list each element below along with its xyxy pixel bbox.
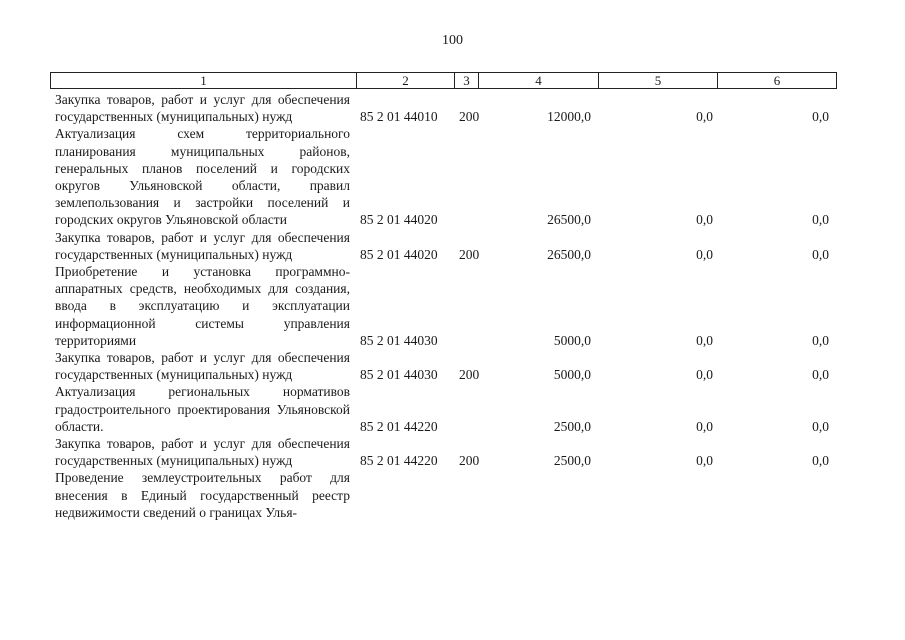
column-header-table — [50, 72, 837, 89]
row-description: Проведение землеустроительных работ для внесения в Единый государственный реестр недвижимости сведений о границах Улья- — [55, 470, 350, 520]
table-row — [0, 229, 905, 263]
row-type: 200 — [459, 109, 480, 125]
row-code: 85 2 01 44220 — [360, 453, 438, 469]
row-code: 85 2 01 44020 — [360, 246, 438, 262]
row-amount: 26500,0 — [547, 212, 591, 228]
row-code: 85 2 01 44030 — [360, 367, 438, 383]
row-col5: 0,0 — [696, 212, 713, 228]
row-col6: 0,0 — [812, 332, 829, 348]
row-col5: 0,0 — [696, 418, 713, 434]
row-col5: 0,0 — [696, 453, 713, 469]
row-type: 200 — [459, 453, 480, 469]
table-row — [0, 125, 905, 228]
row-col6: 0,0 — [812, 212, 829, 228]
row-description: Закупка товаров, работ и услуг для обеспечения государственных (муниципальных) нужд — [55, 229, 350, 262]
row-col6: 0,0 — [812, 418, 829, 434]
table-row — [0, 349, 905, 383]
row-code: 85 2 01 44010 — [360, 109, 438, 125]
row-description: Актуализация региональных нормативов градостроительного проектирования Ульяновской области. — [55, 384, 350, 434]
table-row — [0, 435, 905, 469]
column-header-1: 1 — [51, 73, 357, 89]
row-amount: 12000,0 — [547, 109, 591, 125]
page-number: 100 — [442, 33, 463, 48]
row-code: 85 2 01 44220 — [360, 418, 438, 434]
row-amount: 2500,0 — [553, 418, 591, 434]
row-code: 85 2 01 44030 — [360, 332, 438, 348]
table-row — [0, 91, 905, 125]
row-code: 85 2 01 44020 — [360, 212, 438, 228]
row-description: Приобретение и установка программно-аппаратных средств, необходимых для создания, ввода в эксплуатацию и эксплуатации информационной системы управления территориями — [55, 264, 350, 348]
table-row — [0, 263, 905, 349]
row-amount: 5000,0 — [553, 367, 591, 383]
row-type: 200 — [459, 367, 480, 383]
row-amount: 5000,0 — [553, 332, 591, 348]
column-header-2: 2 — [357, 73, 455, 89]
table-row — [0, 469, 905, 521]
row-description: Закупка товаров, работ и услуг для обеспечения государственных (муниципальных) нужд — [55, 92, 350, 125]
budget-rows — [0, 91, 905, 521]
row-col5: 0,0 — [696, 332, 713, 348]
row-amount: 2500,0 — [553, 453, 591, 469]
row-amount: 26500,0 — [547, 246, 591, 262]
column-header-6: 6 — [718, 73, 837, 89]
column-header-5: 5 — [599, 73, 718, 89]
column-header-row — [51, 73, 837, 89]
row-description: Актуализация схем территориального планирования муниципальных районов, генеральных планов поселений и городских округов Ульяновской области, правил землепользования и застройки поселений и городских округов Ульяновской области — [55, 126, 350, 228]
row-description: Закупка товаров, работ и услуг для обеспечения государственных (муниципальных) нужд — [55, 436, 350, 469]
row-col5: 0,0 — [696, 246, 713, 262]
row-col5: 0,0 — [696, 109, 713, 125]
row-col6: 0,0 — [812, 367, 829, 383]
row-description: Закупка товаров, работ и услуг для обеспечения государственных (муниципальных) нужд — [55, 350, 350, 383]
column-header-3: 3 — [455, 73, 479, 89]
table-row — [0, 383, 905, 435]
column-header-4: 4 — [479, 73, 599, 89]
row-type: 200 — [459, 246, 480, 262]
row-col6: 0,0 — [812, 109, 829, 125]
row-col5: 0,0 — [696, 367, 713, 383]
row-col6: 0,0 — [812, 453, 829, 469]
row-col6: 0,0 — [812, 246, 829, 262]
